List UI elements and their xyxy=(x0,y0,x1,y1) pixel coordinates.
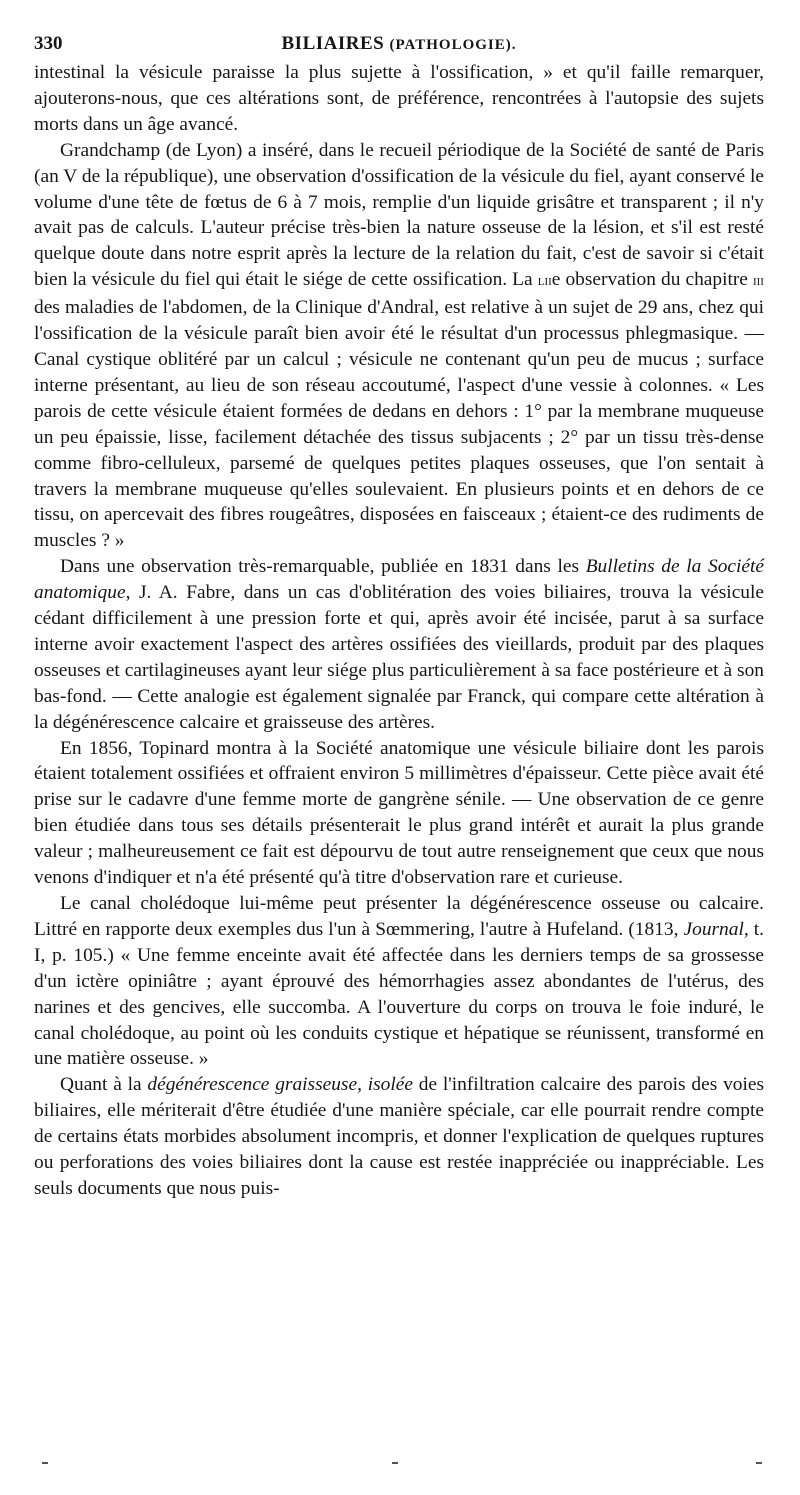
text-run: des maladies de l'abdomen, de la Clinique d'Andral, est relative à un sujet de 29 ans, chez qui l'ossification de la vésicule paraît bien avoir été le résultat d'un processus phlegmasique. — Canal cystique oblitéré par un calcul ; vésicule ne contenant qu'un peu de mucus ; surface interne présentant, au lieu de son réseau accoutumé, l'aspect d'une vessie à colonnes. « Les parois de cette vésicule étaient formées de dedans en dehors : 1° par la membrane muqueuse un peu épaissie, lisse, facilement détachée des tissus subjacents ; 2° par un tissu très-dense comme fibro-celluleux, parsemé de quelques petites plaques osseuses, que l'on sentait à travers la membrane muqueuse qu'elles soulevaient. En plusieurs points et en dehors de ce tissu, on apercevait des fibres rougeâtres, disposées en faisceaux ; étaient-ce des rudiments de muscles ? » xyxy=(34,297,764,552)
running-head xyxy=(34,28,764,60)
body-text xyxy=(34,60,764,1202)
paragraph-degenerescence xyxy=(34,1072,764,1202)
page-foot xyxy=(34,1462,764,1468)
text-run: Quant à la xyxy=(60,1074,148,1096)
scan-mark xyxy=(392,1462,398,1464)
book-page xyxy=(34,28,764,1202)
paragraph-grandchamp xyxy=(34,138,764,555)
chapter-title: BILIAIRES xyxy=(281,33,385,54)
scan-mark xyxy=(42,1462,48,1464)
paragraph-topinard xyxy=(34,736,764,891)
paragraph-fabre xyxy=(34,554,764,735)
running-title xyxy=(34,28,764,61)
journal-title: Bulletins de la Société anatomique xyxy=(34,556,764,604)
text-run: e observation du chapitre xyxy=(551,269,753,291)
roman-numeral: iii xyxy=(752,273,764,290)
text-run: Grandchamp (de Lyon) a inséré, dans le recueil périodique de la Société de santé de Paris (an V de la république), une observation d'ossification de la vésicule du fiel, ayant conservé le volume d'une tête de fœtus de 6 à 7 mois, remplie d'un liquide grisâtre et transparent ; il n'y avait pas de calculs. L'auteur précise très-bien la nature osseuse de la lésion, et s'il est resté quelque doute dans notre esprit après la lecture de la relation du fait, c'est de savoir si c'était bien la vésicule du fiel qui était le siége de cette ossification. La xyxy=(34,139,764,291)
paragraph-continued xyxy=(34,60,764,138)
text-run: En 1856, Topinard montra à la Société anatomique une vésicule biliaire dont les parois étaient totalement ossifiées et offraient environ 5 millimètres d'épaisseur. Cette pièce avait été prise sur le cadavre d'une femme morte de gangrène sénile. — Une observation de ce genre bien étudiée dans tous ses détails présenterait le plus grand intérêt et aurait la plus grande valeur ; malheureusement ce fait est dépourvu de tout autre renseignement que ceux que nous venons d'indiquer et n'a été présenté qu'à titre d'observation rare et curieuse. xyxy=(34,737,764,889)
paragraph-choledoque xyxy=(34,891,764,1072)
text-run: intestinal la vésicule paraisse la plus sujette à l'ossification, » et qu'il faille remarquer, ajouterons-nous, que ces altérations sont, de préférence, rencontrées à l'autopsie des sujets morts dans un âge avancé. xyxy=(34,62,764,135)
text-run: , t. I, p. 105.) « Une femme enceinte avait été affectée dans les derniers temps de sa grossesse d'un ictère opiniâtre ; ayant éprouvé des hémorrhagies assez abondantes de l'utérus, des narines et des gencives, elle succomba. A l'ouverture du corps on trouva le foie induré, le canal cholédoque, au point où les conduits cystique et hépatique se réunissent, transformé en une matière osseuse. » xyxy=(34,918,764,1070)
chapter-subtitle: (PATHOLOGIE). xyxy=(389,37,517,53)
emphasis-text: dégénérescence graisseuse, isolée xyxy=(147,1074,413,1096)
page-number: 330 xyxy=(34,33,63,54)
text-run: , J. A. Fabre, dans un cas d'oblitération des voies biliaires, trouva la vésicule cédant difficilement à une pression forte et qui, après avoir été incisée, parut à sa surface interne avoir exactement l'aspect des artères ossifiées des vieillards, produit par des plaques osseuses et cartilagineuses ayant leur siége plus particulièrement à sa face postérieure et à son bas-fond. — Cette analogie est également signalée par Franck, qui compare cette altération à la dégénérescence calcaire et graisseuse des artères. xyxy=(34,582,764,733)
journal-title: Journal xyxy=(683,918,744,940)
text-run: de l'infiltration calcaire des parois des voies biliaires, elle mériterait d'être étudiée d'une manière spéciale, car elle pourrait rendre compte de certains états morbides absolument incompris, et donner l'explication de quelques ruptures ou perforations des voies biliaires dont la cause est restée inappréciée ou inappréciable. Les seuls documents que nous puis- xyxy=(34,1074,764,1199)
text-run: Le canal cholédoque lui-même peut présenter la dégénérescence osseuse ou calcaire. Littré en rapporte deux exemples dus l'un à Sœmmering, l'autre à Hufeland. (1813, xyxy=(34,893,764,940)
scan-mark xyxy=(756,1462,762,1464)
text-run: Dans une observation très-remarquable, publiée en 1831 dans les xyxy=(60,556,586,578)
roman-numeral: lii xyxy=(537,273,552,290)
